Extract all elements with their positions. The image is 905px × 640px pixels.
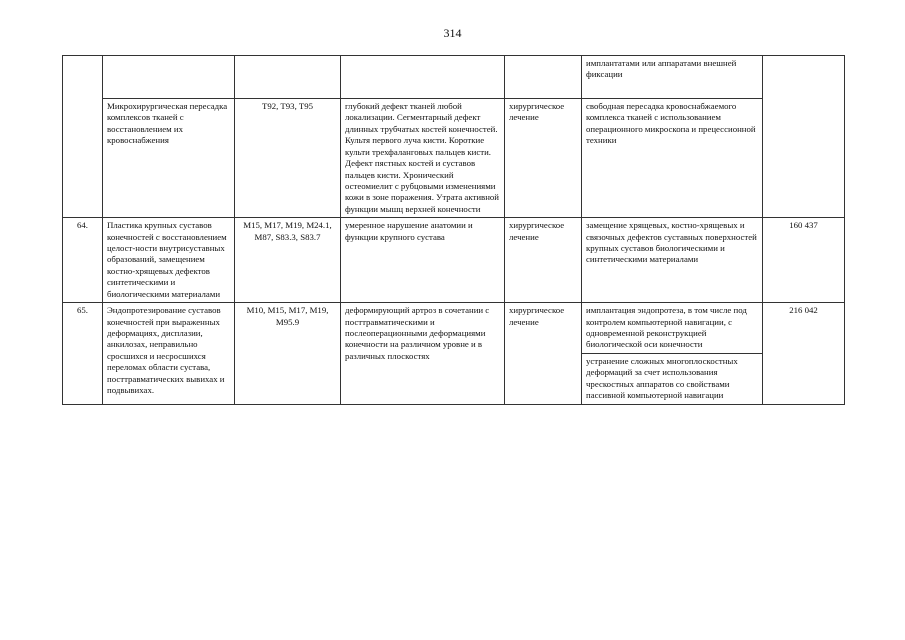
- model-cell: [341, 56, 505, 99]
- cost-cell: 216 042: [763, 303, 845, 404]
- page-number: 314: [443, 26, 462, 40]
- method-cell: устранение сложных многоплоскостных деформаций за счет использования чрескостных аппаратов со свойствами пассивной компьютерной навигации: [582, 353, 763, 404]
- name-cell: Эндопротезирование суставов конечностей при выраженных деформациях, дисплазии, анкилозах, неправильно сросшихся и несросшихся переломах области сустава, посттравматических вывихах и подвывихах.: [103, 303, 235, 404]
- cost-cell: [763, 56, 845, 218]
- codes-cell: T92, T93, T95: [235, 99, 341, 218]
- treatment-cell: [505, 56, 582, 99]
- name-cell: Пластика крупных суставов конечностей с восстановлением целост-ности внутрисуставных образований, замещением костно-хрящевых дефектов синтетическими и биологическими материалами: [103, 218, 235, 303]
- row-number-cell: 64.: [63, 218, 103, 303]
- codes-cell: M15, M17, M19, M24.1, M87, S83.3, S83.7: [235, 218, 341, 303]
- treatment-cell: хирургическое лечение: [505, 303, 582, 404]
- model-cell: деформирующий артроз в сочетании с посттравматическими и послеоперационными деформациями конечности на различном уровне и в различных плоскостях: [341, 303, 505, 404]
- cost-cell: 160 437: [763, 218, 845, 303]
- method-cell: имплантатами или аппаратами внешней фиксации: [582, 56, 763, 99]
- method-cell: свободная пересадка кровоснабжаемого комплекса тканей с использованием операционного микроскопа и прецессионной техники: [582, 99, 763, 218]
- treatment-cell: хирургическое лечение: [505, 99, 582, 218]
- name-cell: [103, 56, 235, 99]
- model-cell: умеренное нарушение анатомии и функции крупного сустава: [341, 218, 505, 303]
- table-row-continuation: [63, 56, 845, 99]
- name-cell: Микрохирургическая пересадка комплексов тканей с восстановлением их кровоснабжения: [103, 99, 235, 218]
- row-number-cell: 65.: [63, 303, 103, 404]
- model-cell: глубокий дефект тканей любой локализации. Сегментарный дефект длинных трубчатых костей конечностей. Культя первого луча кисти. Короткие культи трехфаланговых пальцев кисти. Дефект пястных костей и суставов пальцев кисти. Хронический остеомиелит с рубцовыми изменениями кожи в зоне поражения. Утрата активной функции мышц верхней конечности: [341, 99, 505, 218]
- treatment-cell: хирургическое лечение: [505, 218, 582, 303]
- codes-cell: [235, 56, 341, 99]
- codes-cell: M10, M15, M17, M19, M95.9: [235, 303, 341, 404]
- method-cell: замещение хрящевых, костно-хрящевых и связочных дефектов суставных поверхностей крупных суставов биологическими и синтетическими материалами: [582, 218, 763, 303]
- method-cell: имплантация эндопротеза, в том числе под контролем компьютерной навигации, с одновременной реконструкцией биологической оси конечности: [582, 303, 763, 354]
- row-number-cell: [63, 56, 103, 218]
- medical-care-table: [62, 55, 845, 405]
- table-row: [63, 99, 845, 218]
- table-row: [63, 218, 845, 303]
- table-row: [63, 303, 845, 354]
